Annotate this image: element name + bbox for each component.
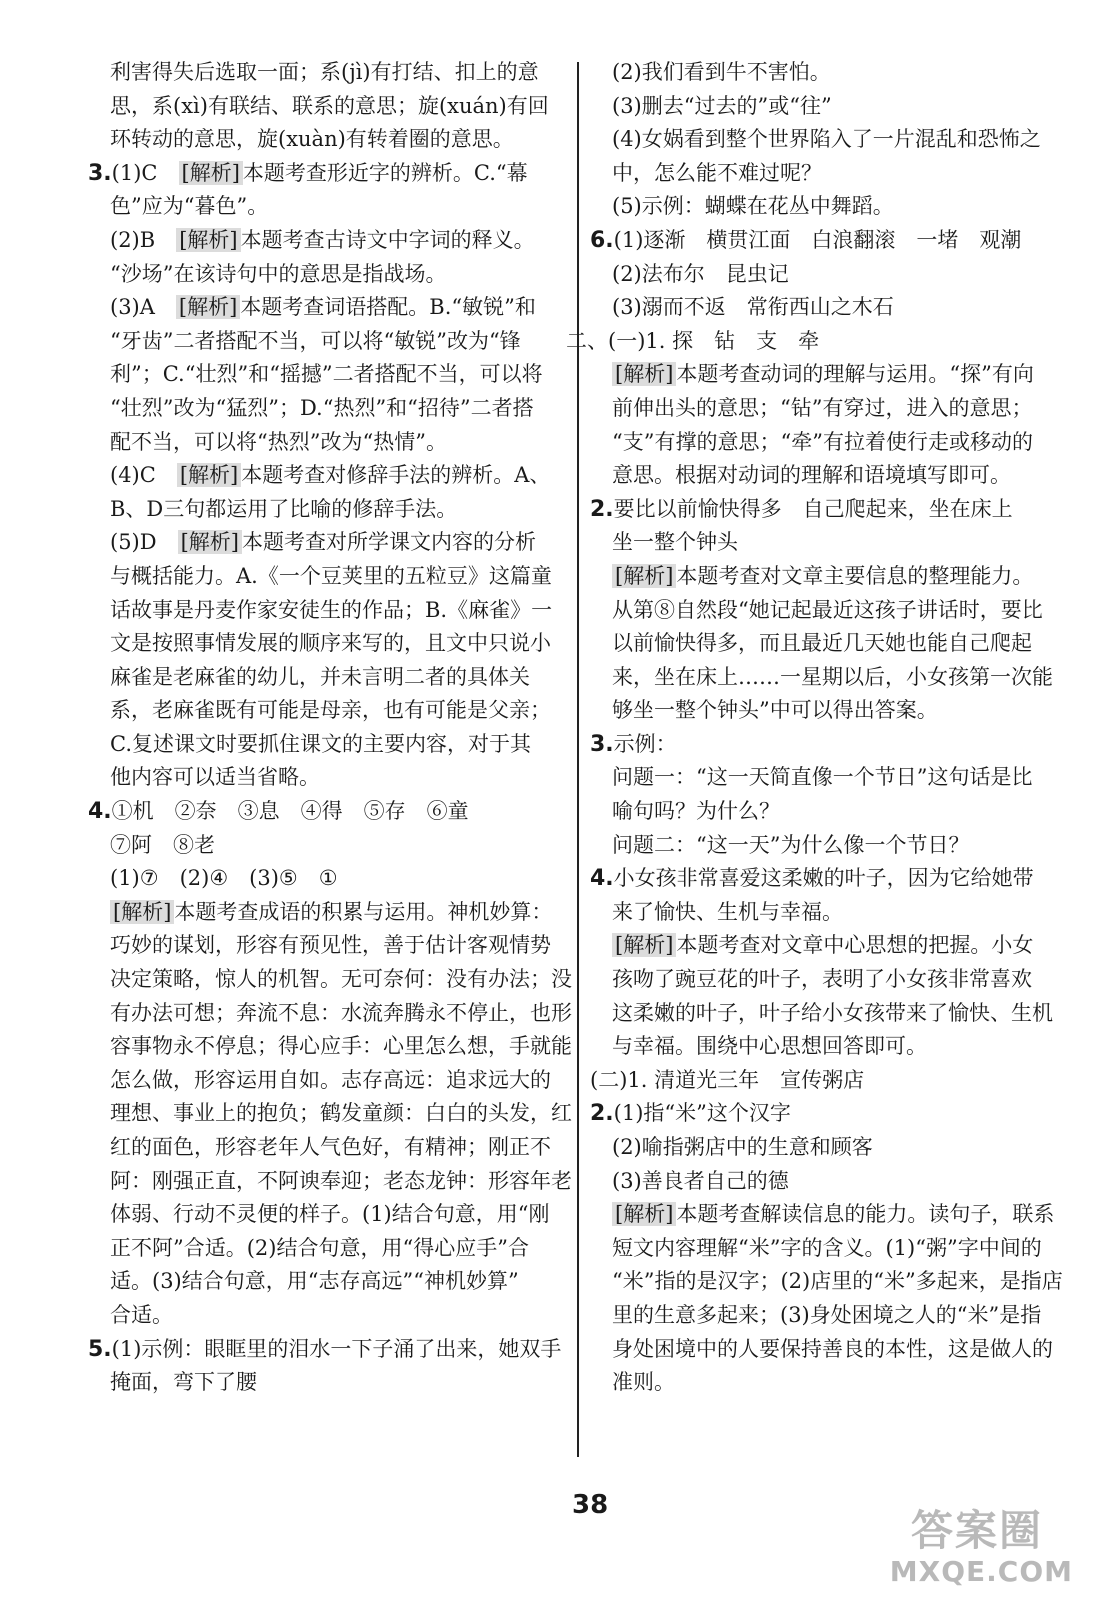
text-line: [110, 963, 572, 997]
text-line: [612, 829, 1082, 863]
text-line: [110, 1198, 560, 1232]
text-line: [110, 1265, 560, 1299]
text-line: [110, 594, 560, 628]
line-text: 阿：刚强正直，不阿谀奉迎；老态龙钟：形容年老: [110, 1168, 572, 1193]
line-text: 本题考查对所学课文内容的分析: [241, 530, 536, 555]
text-line: [612, 1333, 1082, 1367]
line-text: 有办法可想；奔流不息：水流奔腾永不停止，也形: [110, 1000, 572, 1025]
line-text: 小女孩非常喜爱这柔嫩的叶子，因为它给她带: [613, 866, 1034, 891]
analysis-tag: [解析]: [176, 228, 240, 252]
analysis-tag: [解析]: [179, 161, 243, 185]
line-text: 环转动的意思，旋(xuàn)有转着圈的意思。: [110, 127, 514, 152]
line-text: ①机 ②奈 ③息 ④得 ⑤存 ⑥童: [111, 799, 469, 824]
analysis-tag: [解析]: [612, 1202, 676, 1226]
text-line: [110, 1165, 572, 1199]
line-text: 本题考查对文章中心思想的把握。小女: [676, 933, 1034, 958]
line-text: 体弱、行动不灵便的样子。(1)结合句意，用“刚: [110, 1202, 550, 1227]
line-text: (5)示例：蝴蝶在花丛中舞蹈。: [612, 194, 894, 219]
text-line: [110, 526, 560, 560]
text-line: [612, 90, 1082, 124]
text-line: [110, 258, 560, 292]
line-text: “牙齿”二者搭配不当，可以将“敏锐”改为“锋: [110, 328, 521, 353]
line-text: 话故事是丹麦作家安徒生的作品；B.《麻雀》一: [110, 597, 553, 622]
text-line: [566, 325, 1082, 359]
text-line: [612, 459, 1082, 493]
text-line: [110, 560, 560, 594]
text-line: [110, 862, 560, 896]
line-text: (4)女娲看到整个世界陷入了一片混乱和恐怖之: [612, 127, 1041, 152]
text-line: [612, 258, 1082, 292]
line-text: 配不当，可以将“热烈”改为“热情”。: [110, 429, 447, 454]
text-line: [612, 694, 1082, 728]
text-line: [612, 392, 1082, 426]
text-line: [110, 761, 560, 795]
text-line: [590, 493, 1082, 527]
line-text: 与概括能力。A.《一个豆荚里的五粒豆》这篇童: [110, 563, 552, 588]
question-number: 4.: [590, 866, 614, 892]
line-text: 短文内容理解“米”字的含义。(1)“粥”字中间的: [612, 1235, 1042, 1260]
line-text: (3)A: [110, 295, 176, 320]
line-text: 要比以前愉快得多 自己爬起来，坐在床上: [613, 496, 1013, 521]
line-text: 利害得失后选取一面；系(jì)有打结、扣上的意: [110, 60, 539, 84]
line-text: 决定策略，惊人的机智。无可奈何：没有办法；没: [110, 967, 572, 992]
text-line: [612, 190, 1082, 224]
line-text: 本题考查词语搭配。B.“敏锐”和: [240, 295, 536, 320]
analysis-tag: [解析]: [110, 900, 174, 924]
text-line: [590, 728, 1082, 762]
text-line: [612, 56, 1082, 90]
analysis-tag: [解析]: [178, 530, 242, 554]
line-text: (4)C: [110, 463, 177, 488]
text-line: [110, 1131, 560, 1165]
text-line: [110, 392, 560, 426]
line-text: ⑦阿 ⑧老: [110, 832, 215, 857]
text-line: [110, 929, 560, 963]
text-line: [110, 1064, 560, 1098]
question-number: 2.: [590, 496, 614, 522]
line-text: 本题考查对修辞手法的辨析。A、: [241, 463, 551, 488]
line-text: 本题考查古诗文中字词的释义。: [240, 227, 535, 252]
line-text: 从第⑧自然段“她记起最近这孩子讲话时，要比: [612, 597, 1043, 622]
line-text: 本题考查解读信息的能力。读句子，联系: [676, 1202, 1055, 1227]
line-text: 中，怎么能不难过呢？: [612, 160, 822, 185]
text-line: [612, 963, 1082, 997]
text-line: [110, 829, 560, 863]
text-line: [110, 1366, 560, 1400]
text-line: [110, 627, 560, 661]
text-line: [612, 1265, 1082, 1299]
line-text: 本题考查动词的理解与运用。“探”有向: [676, 362, 1034, 387]
text-line: [590, 1097, 1082, 1131]
text-line: [612, 929, 1082, 963]
line-text: (二)1. 清道光三年 宣传粥店: [590, 1067, 865, 1092]
text-line: [110, 1232, 560, 1266]
line-text: 喻句吗？为什么？: [612, 799, 780, 824]
text-line: [110, 1097, 572, 1131]
question-number: 6.: [590, 227, 614, 253]
line-text: 意思。根据对动词的理解和语境填写即可。: [612, 463, 1011, 488]
column-divider: [577, 62, 579, 1457]
text-line: [88, 157, 560, 191]
text-line: [88, 795, 560, 829]
text-line: [612, 1131, 1082, 1165]
line-text: 红的面色，形容老年人气色好，有精神；刚正不: [110, 1135, 551, 1159]
line-text: 准则。: [612, 1370, 675, 1395]
line-text: 麻雀是老麻雀的幼儿，并未言明二者的具体关: [110, 664, 530, 689]
line-text: (1)指“米”这个汉字: [613, 1101, 791, 1126]
text-line: [590, 1064, 1082, 1098]
text-line: [590, 862, 1082, 896]
line-text: (2)喻指粥店中的生意和顾客: [612, 1135, 873, 1159]
analysis-tag: [解析]: [612, 564, 676, 588]
line-text: (1)逐渐 横贯江面 白浪翻滚 一堵 观潮: [613, 227, 1022, 252]
text-line: [612, 1299, 1082, 1333]
text-line: [110, 1030, 572, 1064]
text-line: [110, 694, 560, 728]
line-text: 巧妙的谋划，形容有预见性，善于估计客观情势: [110, 933, 551, 958]
line-text: (2)法布尔 昆虫记: [612, 261, 789, 286]
line-text: 他内容可以适当省略。: [110, 765, 320, 790]
text-line: [612, 997, 1082, 1031]
text-line: [110, 90, 560, 124]
question-number: 3.: [590, 731, 614, 757]
page-number: 38: [572, 1490, 609, 1520]
line-text: 孩吻了豌豆花的叶子，表明了小女孩非常喜欢: [612, 967, 1032, 992]
text-line: [612, 123, 1082, 157]
line-text: 示例：: [613, 731, 677, 756]
text-line: [110, 728, 560, 762]
text-line: [110, 224, 560, 258]
line-text: 本题考查成语的积累与运用。神机妙算：: [174, 899, 553, 924]
text-line: [110, 190, 560, 224]
text-line: [88, 1333, 560, 1367]
line-text: “沙场”在该诗句中的意思是指战场。: [110, 261, 447, 286]
line-text: “支”有撑的意思；“牵”有拉着使行走或移动的: [612, 429, 1033, 454]
text-line: [612, 1030, 1082, 1064]
line-text: “壮烈”改为“猛烈”；D.“热烈”和“招待”二者搭: [110, 395, 534, 420]
analysis-tag: [解析]: [612, 933, 676, 957]
line-text: (3)善良者自己的德: [612, 1168, 789, 1193]
text-line: [612, 291, 1082, 325]
text-line: [110, 325, 560, 359]
line-text: (5)D: [110, 530, 178, 555]
line-text: 够坐一整个钟头”中可以得出答案。: [612, 698, 938, 723]
line-text: (1)⑦ (2)④ (3)⑤ ①: [110, 866, 338, 891]
line-text: 二、(一)1. 探 钻 支 牵: [566, 328, 820, 353]
line-text: 掩面，弯下了腰: [110, 1370, 257, 1395]
line-text: 以前愉快得多，而且最近几天她也能自己爬起: [612, 631, 1032, 656]
line-text: 怎么做，形容运用自如。志存高远：追求远大的: [110, 1067, 551, 1092]
line-text: B、D三句都运用了比喻的修辞手法。: [110, 496, 458, 521]
line-text: (2)B: [110, 227, 177, 252]
watermark-url: MXQE.COM: [889, 1555, 1073, 1588]
text-line: [110, 358, 560, 392]
line-text: (1)示例：眼眶里的泪水一下子涌了出来，她双手: [111, 1336, 562, 1361]
analysis-tag: [解析]: [177, 463, 241, 487]
line-text: 这柔嫩的叶子，叶子给小女孩带来了愉快、生机: [612, 1000, 1053, 1025]
question-number: 2.: [590, 1101, 614, 1127]
text-line: [612, 896, 1082, 930]
line-text: (2)我们看到牛不害怕。: [612, 60, 831, 84]
question-number: 3.: [88, 160, 112, 186]
question-number: 4.: [88, 799, 112, 825]
text-line: [612, 1198, 1082, 1232]
line-text: 前伸出头的意思；“钻”有穿过，进入的意思；: [612, 395, 1033, 420]
text-line: [612, 560, 1082, 594]
line-text: 问题二：“这一天”为什么像一个节日？: [612, 832, 970, 857]
text-line: [110, 661, 560, 695]
text-line: [110, 493, 560, 527]
text-line: [110, 123, 560, 157]
text-line: [110, 56, 560, 90]
line-text: C.复述课文时要抓住课文的主要内容，对于其: [110, 731, 531, 756]
line-text: “米”指的是汉字；(2)店里的“米”多起来，是指店: [612, 1269, 1063, 1294]
line-text: (3)溺而不返 常衔西山之木石: [612, 295, 894, 320]
line-text: 与幸福。围绕中心思想回答即可。: [612, 1034, 927, 1059]
analysis-tag: [解析]: [176, 295, 240, 319]
line-text: 来，坐在床上……一星期以后，小女孩第一次能: [612, 664, 1053, 689]
line-text: 来了愉快、生机与幸福。: [612, 899, 843, 924]
line-text: 里的生意多起来；(3)身处困境之人的“米”是指: [612, 1302, 1042, 1327]
text-line: [612, 1366, 1082, 1400]
text-line: [110, 426, 560, 460]
text-line: [110, 291, 560, 325]
line-text: 系，老麻雀既有可能是母亲，也有可能是父亲；: [110, 698, 551, 723]
text-line: [612, 526, 1082, 560]
watermark-logo: [863, 1498, 1073, 1588]
text-line: [612, 157, 1082, 191]
text-line: [110, 1299, 560, 1333]
text-line: [110, 896, 560, 930]
line-text: 色”应为“暮色”。: [110, 194, 269, 219]
left-column: [88, 56, 572, 1510]
line-text: 问题一：“这一天简直像一个节日”这句话是比: [612, 765, 1033, 790]
text-line: [612, 1232, 1082, 1266]
text-line: [612, 426, 1082, 460]
line-text: 正不阿”合适。(2)结合句意，用“得心应手”合: [110, 1235, 529, 1260]
line-text: (3)删去“过去的”或“往”: [612, 93, 832, 118]
text-line: [612, 594, 1082, 628]
line-text: 适。(3)结合句意，用“志存高远”“神机妙算”: [110, 1269, 519, 1294]
line-text: 理想、事业上的抱负；鹤发童颜：白白的头发，红: [110, 1101, 572, 1126]
text-line: [612, 795, 1082, 829]
text-line: [110, 459, 560, 493]
text-line: [612, 761, 1082, 795]
line-text: 利”；C.“壮烈”和“摇撼”二者搭配不当，可以将: [110, 362, 543, 387]
line-text: 思，系(xì)有联结、联系的意思；旋(xuán)有回: [110, 93, 549, 118]
text-line: [612, 1165, 1082, 1199]
analysis-tag: [解析]: [612, 362, 676, 386]
line-text: 本题考查对文章主要信息的整理能力。: [676, 563, 1034, 588]
text-line: [612, 661, 1082, 695]
line-text: 容事物永不停息；得心应手：心里怎么想，手就能: [110, 1034, 572, 1059]
text-line: [110, 997, 572, 1031]
line-text: 文是按照事情发展的顺序来写的，且文中只说小: [110, 631, 551, 656]
text-line: [590, 224, 1082, 258]
question-number: 5.: [88, 1336, 112, 1362]
line-text: 本题考查形近字的辨析。C.“幕: [242, 160, 528, 185]
text-line: [612, 358, 1082, 392]
text-line: [612, 627, 1082, 661]
line-text: (1)C: [111, 160, 179, 185]
line-text: 坐一整个钟头: [612, 530, 738, 555]
line-text: 身处困境中的人要保持善良的本性，这是做人的: [612, 1336, 1053, 1361]
watermark-text: 答案圈: [910, 1506, 1043, 1555]
line-text: 合适。: [110, 1302, 173, 1327]
